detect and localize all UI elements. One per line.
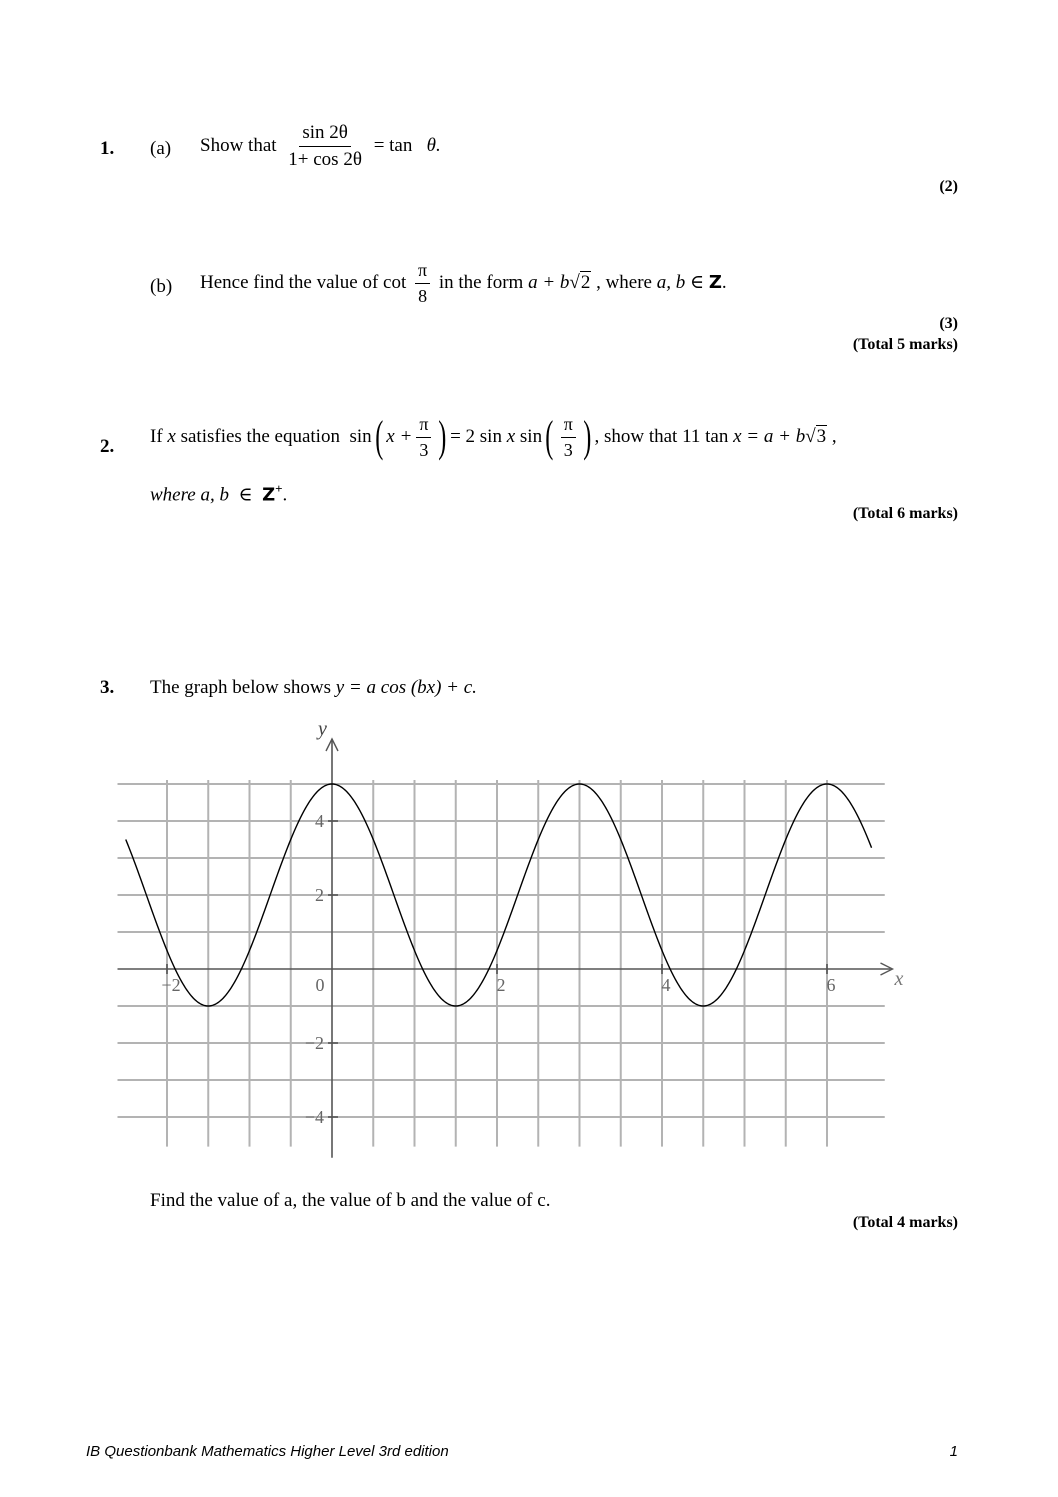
q2-comma: , [831,425,837,447]
page-number: 1 [949,1443,958,1460]
q1a-text: Show that [200,134,277,156]
y-tick-label: −4 [304,1107,324,1127]
q2-number: 2. [100,436,115,457]
q1b-a-expr: a + [528,271,560,293]
q1b-fraction [415,261,430,306]
q3-intro-pre: The graph below shows [150,677,331,698]
q1a-frac-den: 1+ cos 2θ [288,148,362,170]
q1a-label: (a) [150,138,172,159]
q1b-statement [200,261,727,306]
q2-line2 [150,481,287,506]
y-tick-label: 2 [315,885,324,905]
q1b-vars: a, b [656,271,686,293]
q2-statement: If x satisfies the equation sin( x + $\frac{\pi}{3}$ ) = 2 sin x sin( $\frac{\pi}{3}$ ) , show that 11 tan x = a + b√3 , [150,412,837,462]
footer-title: IB Questionbank Mathematics Higher Level 3rd edition [86,1443,449,1460]
q2-x-plus: x + [386,425,413,447]
q1b-elem: ∈ [690,271,705,293]
q2-text-eq: satisfies the equation [180,425,340,447]
q2-line2-set: Z [262,484,276,506]
q2-sin1: sin [349,425,372,447]
q2-sqrt: √3 [805,425,827,447]
q1-total: (Total 5 marks) [852,336,958,353]
q1b-set-end: . [721,271,727,293]
q2-sin2: sin [519,425,543,447]
q2-frac2-den: 3 [563,439,573,460]
grid [118,780,885,1147]
q2-frac1 [416,415,431,460]
q2-x2: x [506,425,516,447]
q1b-b-var: b [559,271,570,293]
q2-show: , show that 11 tan [594,425,729,447]
q1b-set: Z [708,271,722,293]
x-tick-label: 6 [826,975,836,995]
q3-intro-eq: y = a cos (bx) + c. [335,677,477,698]
q3-question: Find the value of a, the value of b and the value of c. [150,1190,551,1211]
y-axis-label: y [318,718,327,740]
q1b-sqrt: √2 [569,271,591,293]
q2-frac2 [561,415,576,460]
q1-number: 1. [100,138,115,159]
q3-number: 3. [100,677,115,698]
q1b-frac-num: π [415,261,430,284]
y-tick-label: 4 [315,811,324,831]
q2-radicand: 3 [816,425,827,447]
q2-frac1-den: 3 [419,439,429,460]
q1a-marks: (2) [939,178,958,195]
x-axis-label: x [894,968,904,990]
q1b-frac-den: 8 [418,285,428,306]
q1b-marks: (3) [939,315,958,332]
axes [118,739,893,1158]
q1a-fraction [285,123,365,170]
q1b-text-pre: Hence find the value of cot [200,271,407,293]
q2-x3: x [733,425,742,447]
q1b-label: (b) [150,276,173,297]
y-tick-label: −2 [304,1033,324,1053]
x-tick-label: −2 [161,975,181,995]
q1a-rhs: = tan [373,134,413,156]
q2-total: (Total 6 marks) [852,505,958,522]
q2-eq2: = 2 sin [450,425,502,447]
q1a-frac-num: sin 2θ [299,123,351,147]
q1b-radicand: 2 [580,271,591,293]
q2-line2-end: . [282,484,288,506]
q2-x-var: x [167,425,176,447]
q2-line2-vars: where a, b [150,484,229,506]
q2-frac1-num: π [416,415,431,438]
q2-line2-elem: ∈ [238,484,253,506]
q2-rhs: = a + b [746,425,806,447]
q2-text-pre: If [150,425,163,447]
q1a-statement [200,123,441,170]
q3-intro [150,677,477,699]
q2-line2-sup: + [275,481,283,496]
cosine-graph [110,713,910,1163]
q3-total: (Total 4 marks) [852,1214,958,1231]
x-tick-label: 4 [661,975,671,995]
x-tick-label: 2 [496,975,506,995]
q1b-text-post: , where [596,271,652,293]
q2-frac2-num: π [561,415,576,438]
q1a-rhs-var: θ. [426,134,441,156]
q1b-text-mid: in the form [438,271,524,293]
x-tick-label: 0 [315,975,325,995]
